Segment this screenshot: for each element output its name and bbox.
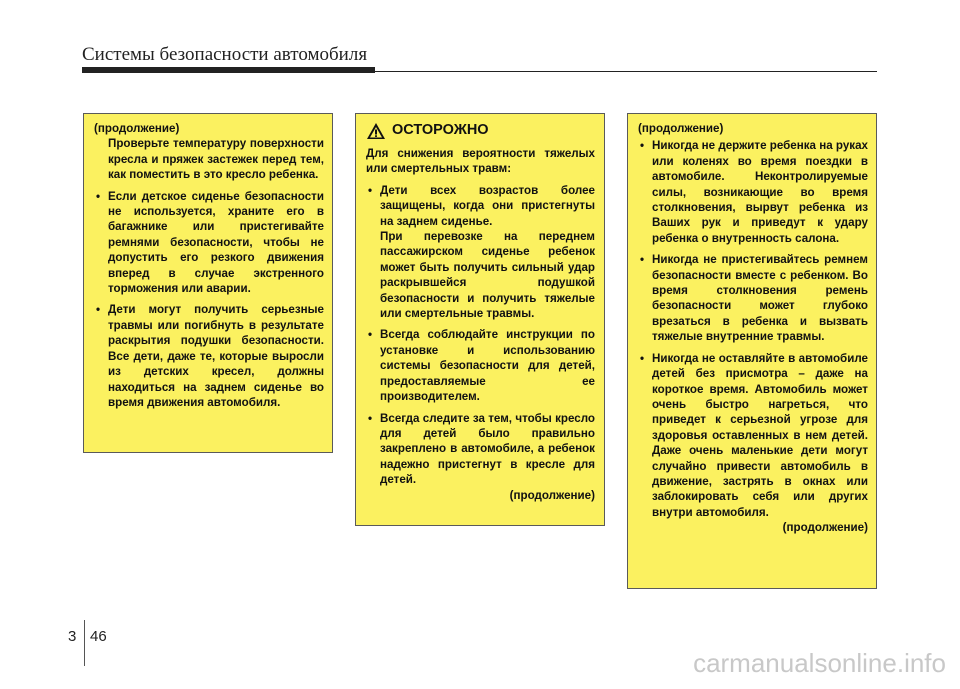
- list-item: • Всегда соблюдайте инструкции по установке и использованию системы безопасности для детей, предоставляемые ее производителем.: [366, 327, 595, 404]
- warning-list-2: [366, 327, 595, 487]
- section-number: 3: [68, 628, 77, 645]
- continued-label: (продолжение): [94, 122, 180, 135]
- notice-box-right: [627, 113, 877, 589]
- warning-heading: [366, 122, 595, 140]
- warning-box: [355, 113, 605, 526]
- continued-label-end: (продолжение): [782, 521, 868, 535]
- notice-paragraph: Проверьте температуру поверхности кресла и пряжек застежек перед тем, как поместить в это кресло ребенка.: [108, 137, 324, 182]
- warning-intro: Для снижения вероятности тяжелых или смертельных травм:: [366, 147, 595, 176]
- warning-list: [366, 183, 595, 229]
- continued-label: (продолжение): [638, 122, 724, 135]
- notice-box-left: [83, 113, 333, 453]
- list-item: • Никогда не держите ребенка на руках или коленях во время поездки в автомобиле. Неконтролируемые силы, возникающие во время столкновения, вырвут ребенка из Ваших рук и приведут к удару ребенка о внутренность салона.: [638, 138, 868, 246]
- header-rule: [375, 71, 877, 72]
- page-number-separator: [84, 620, 85, 666]
- notice-list: [94, 189, 324, 411]
- list-item: • Никогда не пристегивайтесь ремнем безопасности вместе с ребенком. Во время столкновения ремень безопасности может глубоко врезаться в ребенка и вызвать тяжелые внутренние травмы.: [638, 252, 868, 344]
- list-item: • Всегда следите за тем, чтобы кресло для детей было правильно закреплено в автомобиле, а ребенок надежно пристегнут в кресле для детей.: [366, 411, 595, 488]
- notice-list: [638, 138, 868, 520]
- list-item-text: Дети всех возрастов более защищены, когда они пристегнуты на заднем сиденье.: [380, 183, 595, 228]
- list-item: • Если детское сиденье безопасности не используется, храните его в багажнике или пристегивайте ремнями безопасности, чтобы не допустить его резкого движения вперед в случае экстренного торможения или аварии.: [94, 189, 324, 297]
- page-header-title: Системы безопасности автомобиля: [82, 44, 368, 65]
- list-item: • Никогда не оставляйте в автомобиле детей без присмотра – даже на короткое время. Автомобиль может очень быстро нагреться, что приведет к серьезной угрозе для здоровья оставленных в нем детей. Даже очень маленькие дети могут случайно привести автомобиль в движение, застрять в окнах или заблокировать себя или других внутри автомобиля.: [638, 351, 868, 520]
- list-item: • Дети могут получить серьезные травмы или погибнуть в результате раскрытия подушки безопасности. Все дети, даже те, которые выросли из детских кресел, должны находиться на заднем сиденье во время движения автомобиля.: [94, 302, 324, 410]
- warning-triangle-icon: [366, 122, 386, 140]
- warning-subparagraph: При перевозке на переднем пассажирском сиденье ребенок может быть получить сильный удар раскрывшейся подушкой безопасности и получить тяжелые или смертельные травмы.: [380, 230, 595, 321]
- header-bar: [82, 67, 375, 73]
- watermark-text: carmanualsonline.info: [693, 648, 946, 678]
- warning-title: ОСТОРОЖНО: [392, 122, 489, 139]
- list-item: [366, 183, 595, 229]
- page-number: 46: [90, 628, 107, 645]
- continued-label-end: (продолжение): [509, 488, 595, 502]
